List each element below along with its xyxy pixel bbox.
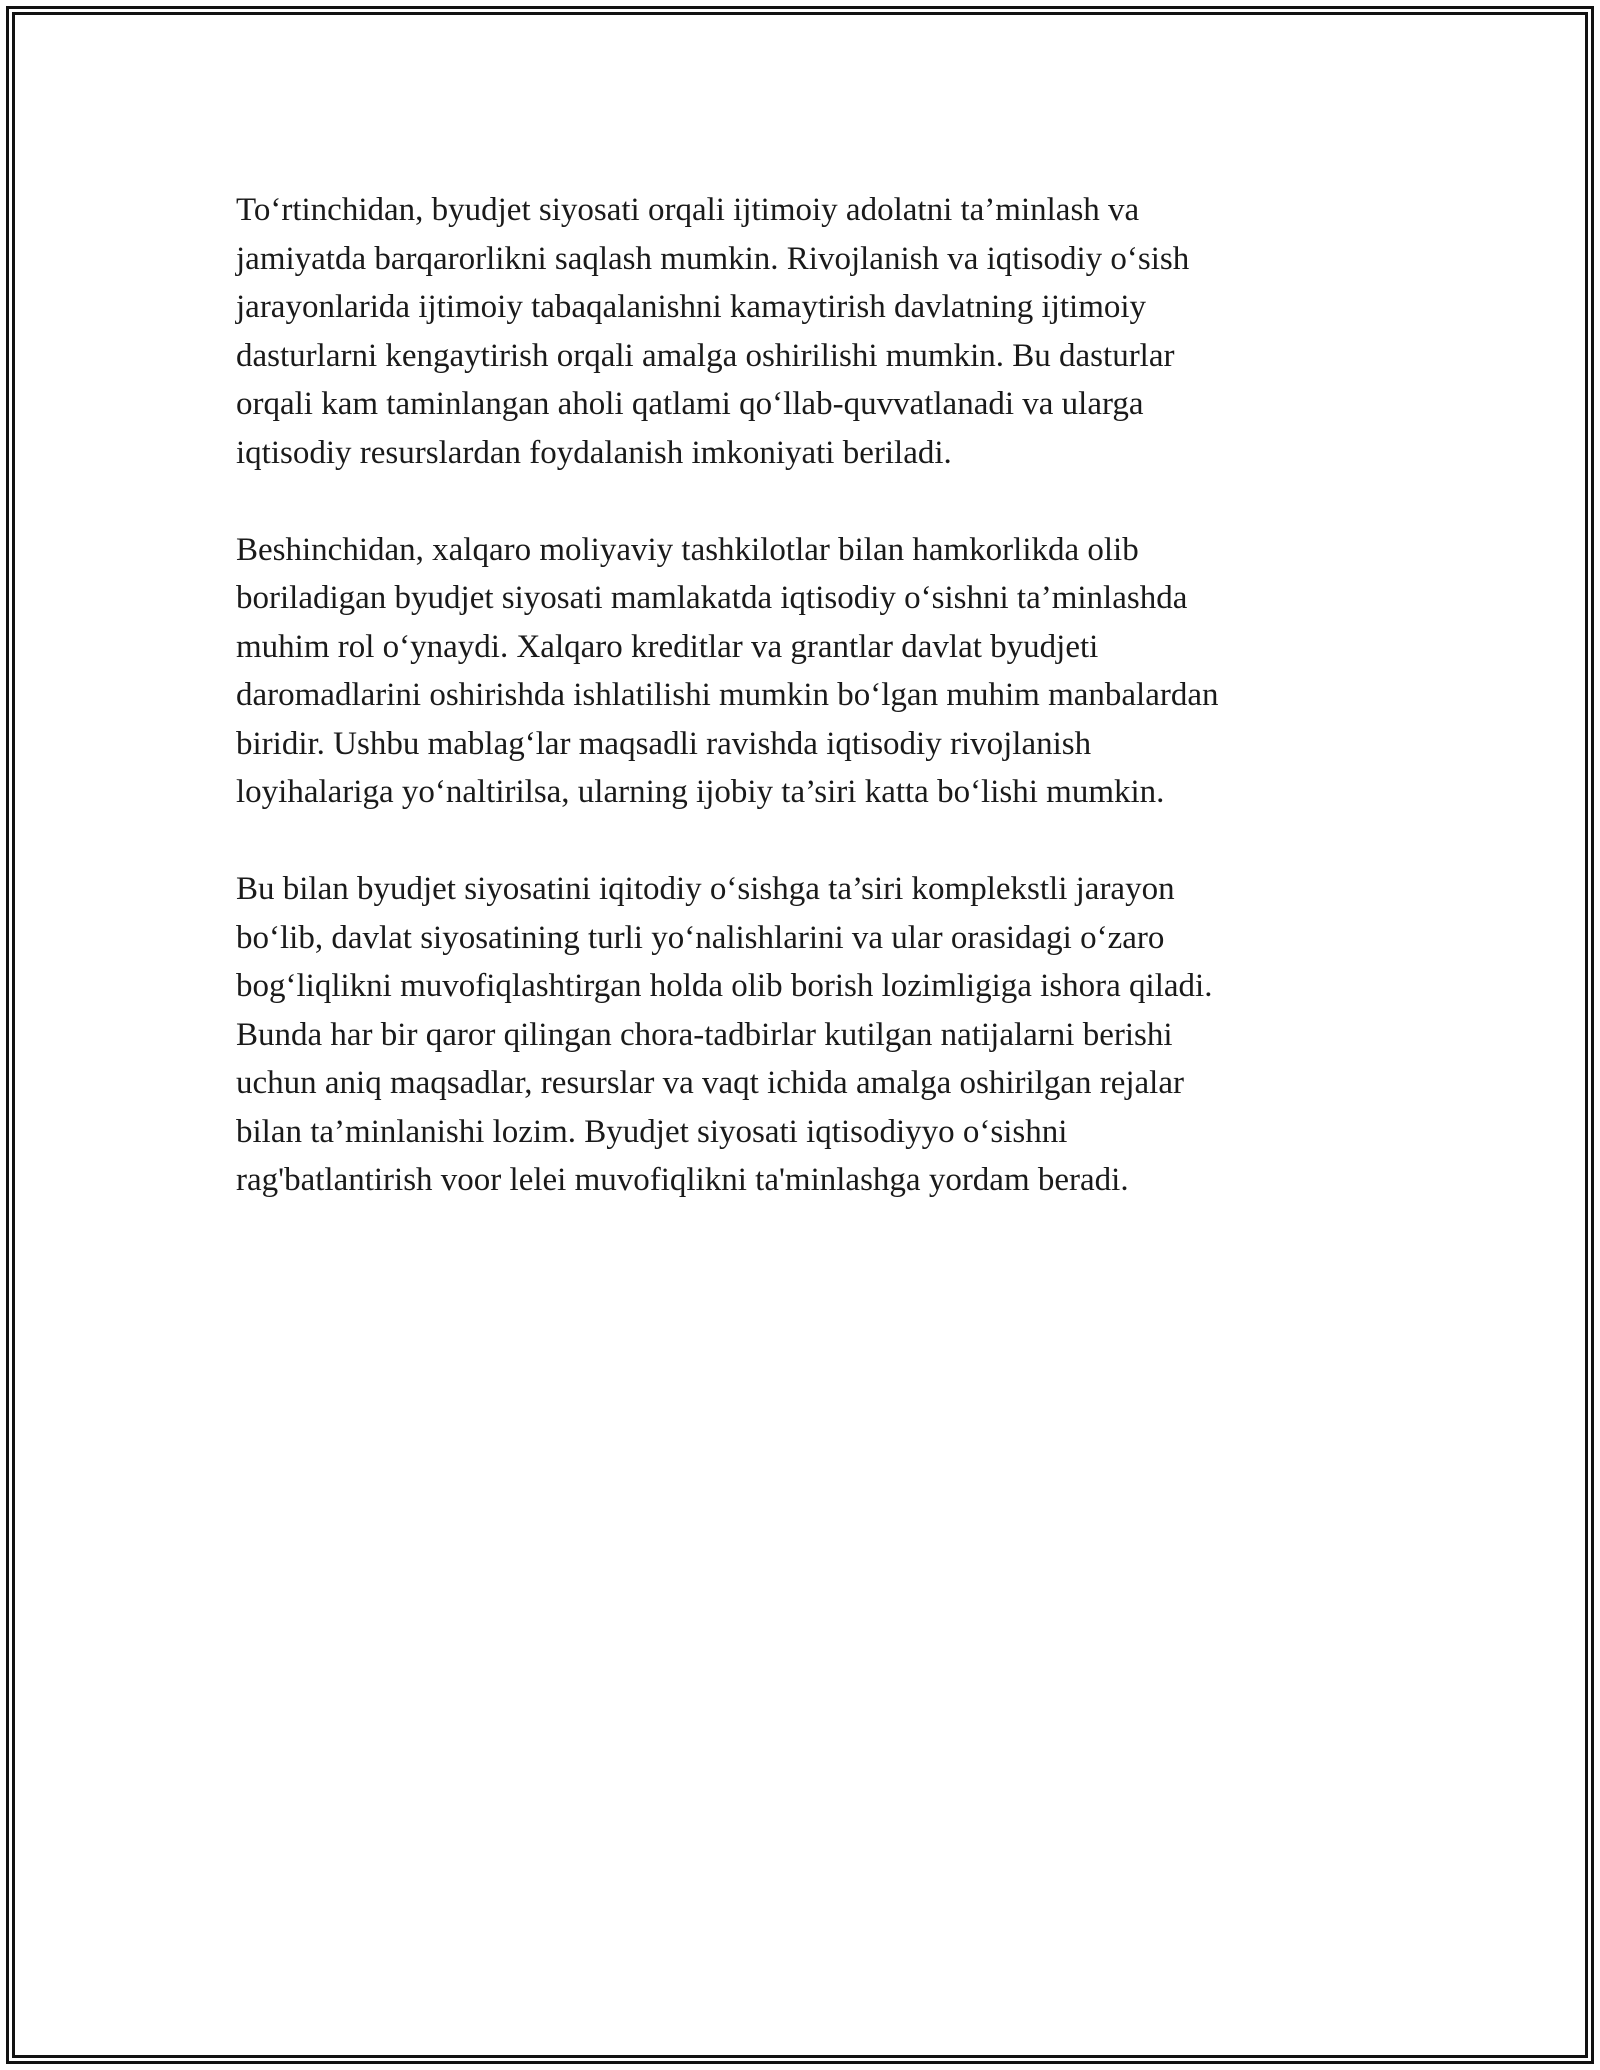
paragraph-conclusion: Bu bilan byudjet siyosatini iqitodiy o‘sishga ta’siri komplekstli jarayon bo‘lib, davlat siyosatining turli yo‘nalishlarini va ular orasidagi o‘zaro bog‘liqlikni muvofiqlashtirgan holda olib borish lozimligiga ishora qiladi. Bunda har bir qaror qilingan chora-tadbirlar kutilgan natijalarni berishi uchun aniq maqsadlar, resurslar va vaqt ichida amalga oshirilgan rejalar bilan ta’minlanishi lozim. Byudjet siyosati iqtisodiyyo o‘sishni rag'batlantirish voor lelei muvofiqlikni ta'minlashga yordam beradi.: [236, 871, 1213, 1198]
document-body: [236, 186, 1364, 1253]
paragraph-fifth-point: Beshinchidan, xalqaro moliyaviy tashkilotlar bilan hamkorlikda olib boriladigan byudjet siyosati mamlakatda iqtisodiy o‘sishni ta’minlashda muhim rol o‘ynaydi. Xalqaro kreditlar va grantlar davlat byudjeti daromadlarini oshirishda ishlatilishi mumkin bo‘lgan muhim manbalardan biridir. Ushbu mablag‘lar maqsadli ravishda iqtisodiy rivojlanish loyihalariga yo‘naltirilsa, ularning ijobiy ta’siri katta bo‘lishi mumkin.: [236, 531, 1219, 810]
paragraph-fourth-point: To‘rtinchidan, byudjet siyosati orqali ijtimoiy adolatni ta’minlash va jamiyatda barqarorlikni saqlash mumkin. Rivojlanish va iqtisodiy o‘sish jarayonlarida ijtimoiy tabaqalanishni kamaytirish davlatning ijtimoiy dasturlarni kengaytirish orqali amalga oshirilishi mumkin. Bu dasturlar orqali kam taminlangan aholi qatlami qo‘llab-quvvatlanadi va ularga iqtisodiy resurslardan foydalanish imkoniyati beriladi.: [236, 192, 1190, 471]
